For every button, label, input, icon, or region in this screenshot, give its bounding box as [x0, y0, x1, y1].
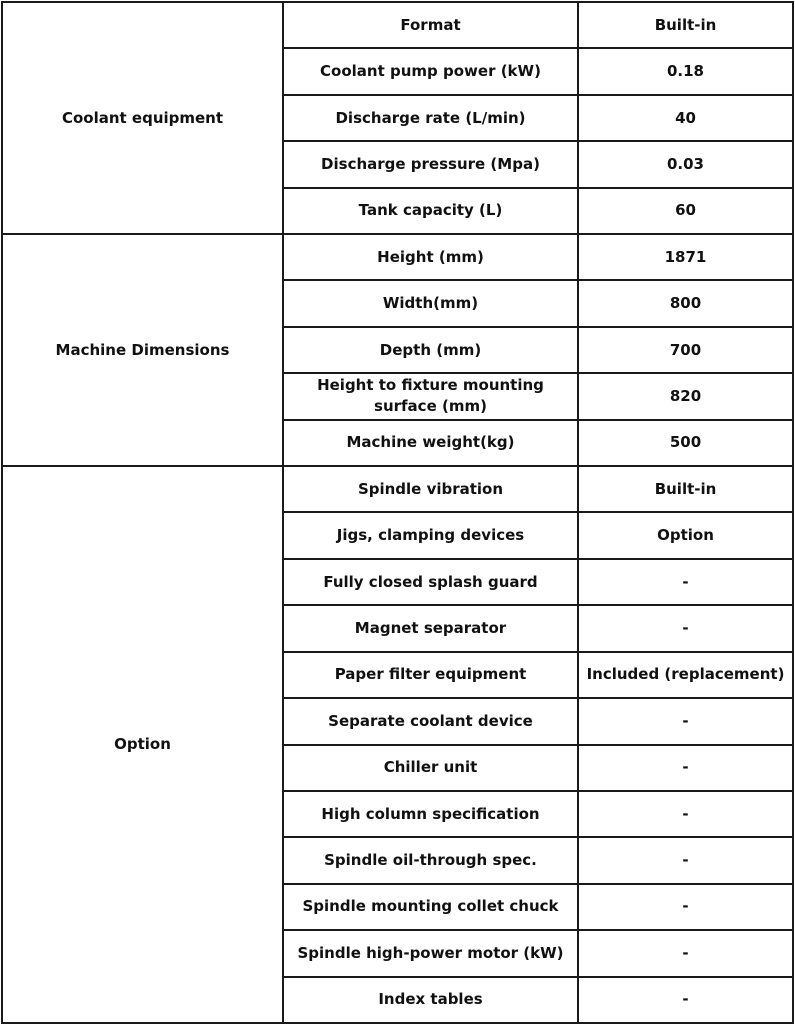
spec-item-cell: Jigs, clamping devices: [283, 512, 578, 558]
spec-value-cell: -: [578, 605, 793, 651]
spec-item-cell: Magnet separator: [283, 605, 578, 651]
spec-value-cell: 800: [578, 280, 793, 326]
spec-item-cell: Spindle vibration: [283, 466, 578, 512]
spec-item-cell: Fully closed splash guard: [283, 559, 578, 605]
table-row: [2, 234, 793, 280]
spec-value-cell: -: [578, 698, 793, 744]
spec-item-cell: Height (mm): [283, 234, 578, 280]
spec-item-cell: Index tables: [283, 977, 578, 1023]
table-row: [2, 2, 793, 48]
spec-item-cell: Coolant pump power (kW): [283, 48, 578, 94]
spec-value-cell: 1871: [578, 234, 793, 280]
spec-value-cell: 820: [578, 373, 793, 419]
spec-value-cell: 700: [578, 327, 793, 373]
spec-item-cell: Discharge rate (L/min): [283, 95, 578, 141]
spec-item-cell: Spindle mounting collet chuck: [283, 884, 578, 930]
spec-value-cell: -: [578, 745, 793, 791]
spec-value-cell: -: [578, 884, 793, 930]
group-title: Option: [2, 466, 283, 1023]
spec-value-cell: -: [578, 837, 793, 883]
spec-value-cell: -: [578, 930, 793, 976]
spec-value-cell: -: [578, 559, 793, 605]
spec-value-cell: Included (replacement): [578, 652, 793, 698]
spec-value-cell: 40: [578, 95, 793, 141]
spec-item-cell: Machine weight(kg): [283, 420, 578, 466]
spec-value-cell: 0.18: [578, 48, 793, 94]
spec-item-cell: Chiller unit: [283, 745, 578, 791]
spec-item-cell: Paper filter equipment: [283, 652, 578, 698]
spec-value-cell: 500: [578, 420, 793, 466]
spec-item-cell: Tank capacity (L): [283, 188, 578, 234]
spec-item-cell: Discharge pressure (Mpa): [283, 141, 578, 187]
group-title: Coolant equipment: [2, 2, 283, 234]
spec-item-cell: Spindle oil-through spec.: [283, 837, 578, 883]
spec-item-cell: Spindle high-power motor (kW): [283, 930, 578, 976]
spec-item-cell: Separate coolant device: [283, 698, 578, 744]
spec-value-cell: 0.03: [578, 141, 793, 187]
spec-value-cell: Built-in: [578, 2, 793, 48]
spec-value-cell: -: [578, 791, 793, 837]
spec-value-cell: Built-in: [578, 466, 793, 512]
spec-item-cell: Depth (mm): [283, 327, 578, 373]
spec-value-cell: Option: [578, 512, 793, 558]
group-title: Machine Dimensions: [2, 234, 283, 466]
spec-value-cell: 60: [578, 188, 793, 234]
spec-table-body: [2, 2, 793, 1023]
spec-item-cell: Height to fixture mounting surface (mm): [283, 373, 578, 419]
table-row: [2, 466, 793, 512]
spec-item-cell: Width(mm): [283, 280, 578, 326]
spec-item-cell: High column specification: [283, 791, 578, 837]
spec-item-cell: Format: [283, 2, 578, 48]
spec-table: [1, 1, 794, 1024]
spec-value-cell: -: [578, 977, 793, 1023]
